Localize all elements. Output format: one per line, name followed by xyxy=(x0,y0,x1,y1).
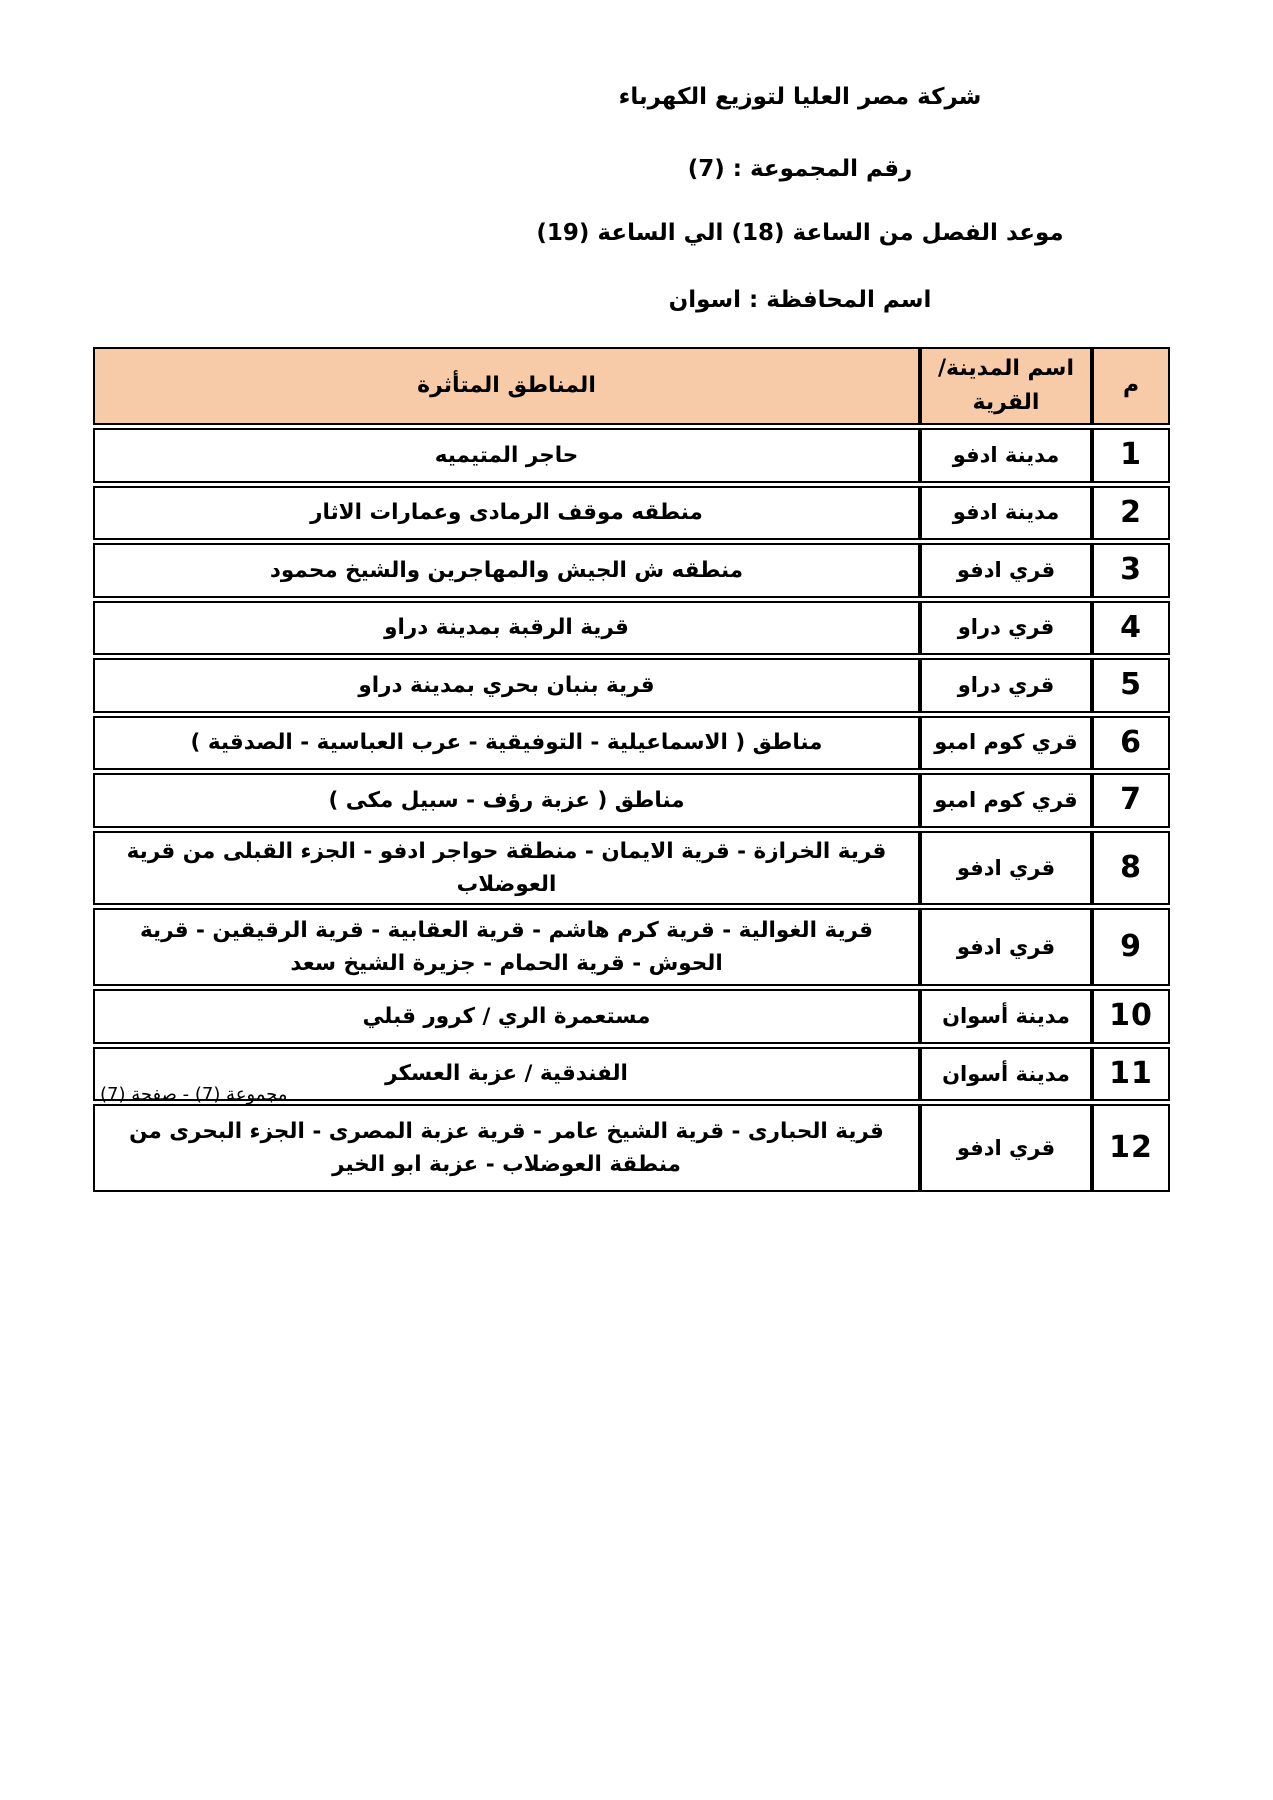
table-row xyxy=(93,543,1170,598)
city-cell: قري ادفو xyxy=(920,831,1092,906)
city-cell: مدينة ادفو xyxy=(920,428,1092,483)
outage-time-line: موعد الفصل من الساعة (18) الي الساعة (19) xyxy=(536,220,1064,246)
areas-cell: منطقه ش الجيش والمهاجرين والشيخ محمود xyxy=(93,543,920,598)
outage-schedule-table xyxy=(93,344,1170,1195)
table-row xyxy=(93,716,1170,771)
row-index-cell: 2 xyxy=(1092,486,1170,541)
table-row xyxy=(93,831,1170,906)
city-cell: مدينة أسوان xyxy=(920,989,1092,1044)
table-row xyxy=(93,908,1170,986)
areas-cell: قرية الخرازة - قرية الايمان - منطقة حواجر ادفو - الجزء القبلى من قرية العوضلاب xyxy=(93,831,920,906)
governorate-line: اسم المحافظة : اسوان xyxy=(668,287,932,313)
table-row xyxy=(93,601,1170,656)
table-row xyxy=(93,989,1170,1044)
col-header-areas: المناطق المتأثرة xyxy=(93,347,920,425)
row-index-cell: 8 xyxy=(1092,831,1170,906)
row-index-cell: 3 xyxy=(1092,543,1170,598)
row-index-cell: 1 xyxy=(1092,428,1170,483)
areas-cell: منطقه موقف الرمادى وعمارات الاثار xyxy=(93,486,920,541)
row-index-cell: 11 xyxy=(1092,1047,1170,1102)
table-header-row xyxy=(93,347,1170,425)
row-index-cell: 7 xyxy=(1092,773,1170,828)
group-number-line: رقم المجموعة : (7) xyxy=(687,156,913,182)
areas-cell: قرية بنبان بحري بمدينة دراو xyxy=(93,658,920,713)
col-header-index: م xyxy=(1092,347,1170,425)
city-cell: قري دراو xyxy=(920,658,1092,713)
areas-cell: حاجر المتيميه xyxy=(93,428,920,483)
city-cell: قري دراو xyxy=(920,601,1092,656)
areas-cell: قرية الغوالية - قرية كرم هاشم - قرية العقابية - قرية الرقيقين - قرية الحوش - قرية الحمام - جزيرة الشيخ سعد xyxy=(93,908,920,986)
row-index-cell: 4 xyxy=(1092,601,1170,656)
city-cell: قري ادفو xyxy=(920,543,1092,598)
col-header-city: اسم المدينة/ القرية xyxy=(920,347,1092,425)
areas-cell: مناطق ( عزبة رؤف - سبيل مكى ) xyxy=(93,773,920,828)
areas-cell: قرية الحبارى - قرية الشيخ عامر - قرية عزبة المصرى - الجزء البحرى من منطقة العوضلاب - عزبة ابو الخير xyxy=(93,1104,920,1192)
table-row xyxy=(93,658,1170,713)
row-index-cell: 5 xyxy=(1092,658,1170,713)
page-footer: مجموعة (7) - صفحة (7) xyxy=(100,1084,288,1105)
company-name-line: شركة مصر العليا لتوزيع الكهرباء xyxy=(618,84,982,110)
table-row xyxy=(93,428,1170,483)
table-row xyxy=(93,1104,1170,1192)
areas-cell: الفندقية / عزبة العسكر xyxy=(93,1047,920,1102)
row-index-cell: 6 xyxy=(1092,716,1170,771)
city-cell: مدينة أسوان xyxy=(920,1047,1092,1102)
areas-cell: مستعمرة الري / كرور قبلي xyxy=(93,989,920,1044)
table-row xyxy=(93,486,1170,541)
city-cell: قري ادفو xyxy=(920,1104,1092,1192)
table-row xyxy=(93,773,1170,828)
city-cell: قري كوم امبو xyxy=(920,716,1092,771)
areas-cell: مناطق ( الاسماعيلية - التوفيقية - عرب العباسية - الصدقية ) xyxy=(93,716,920,771)
city-cell: قري كوم امبو xyxy=(920,773,1092,828)
areas-cell: قرية الرقبة بمدينة دراو xyxy=(93,601,920,656)
row-index-cell: 10 xyxy=(1092,989,1170,1044)
city-cell: مدينة ادفو xyxy=(920,486,1092,541)
row-index-cell: 9 xyxy=(1092,908,1170,986)
row-index-cell: 12 xyxy=(1092,1104,1170,1192)
city-cell: قري ادفو xyxy=(920,908,1092,986)
